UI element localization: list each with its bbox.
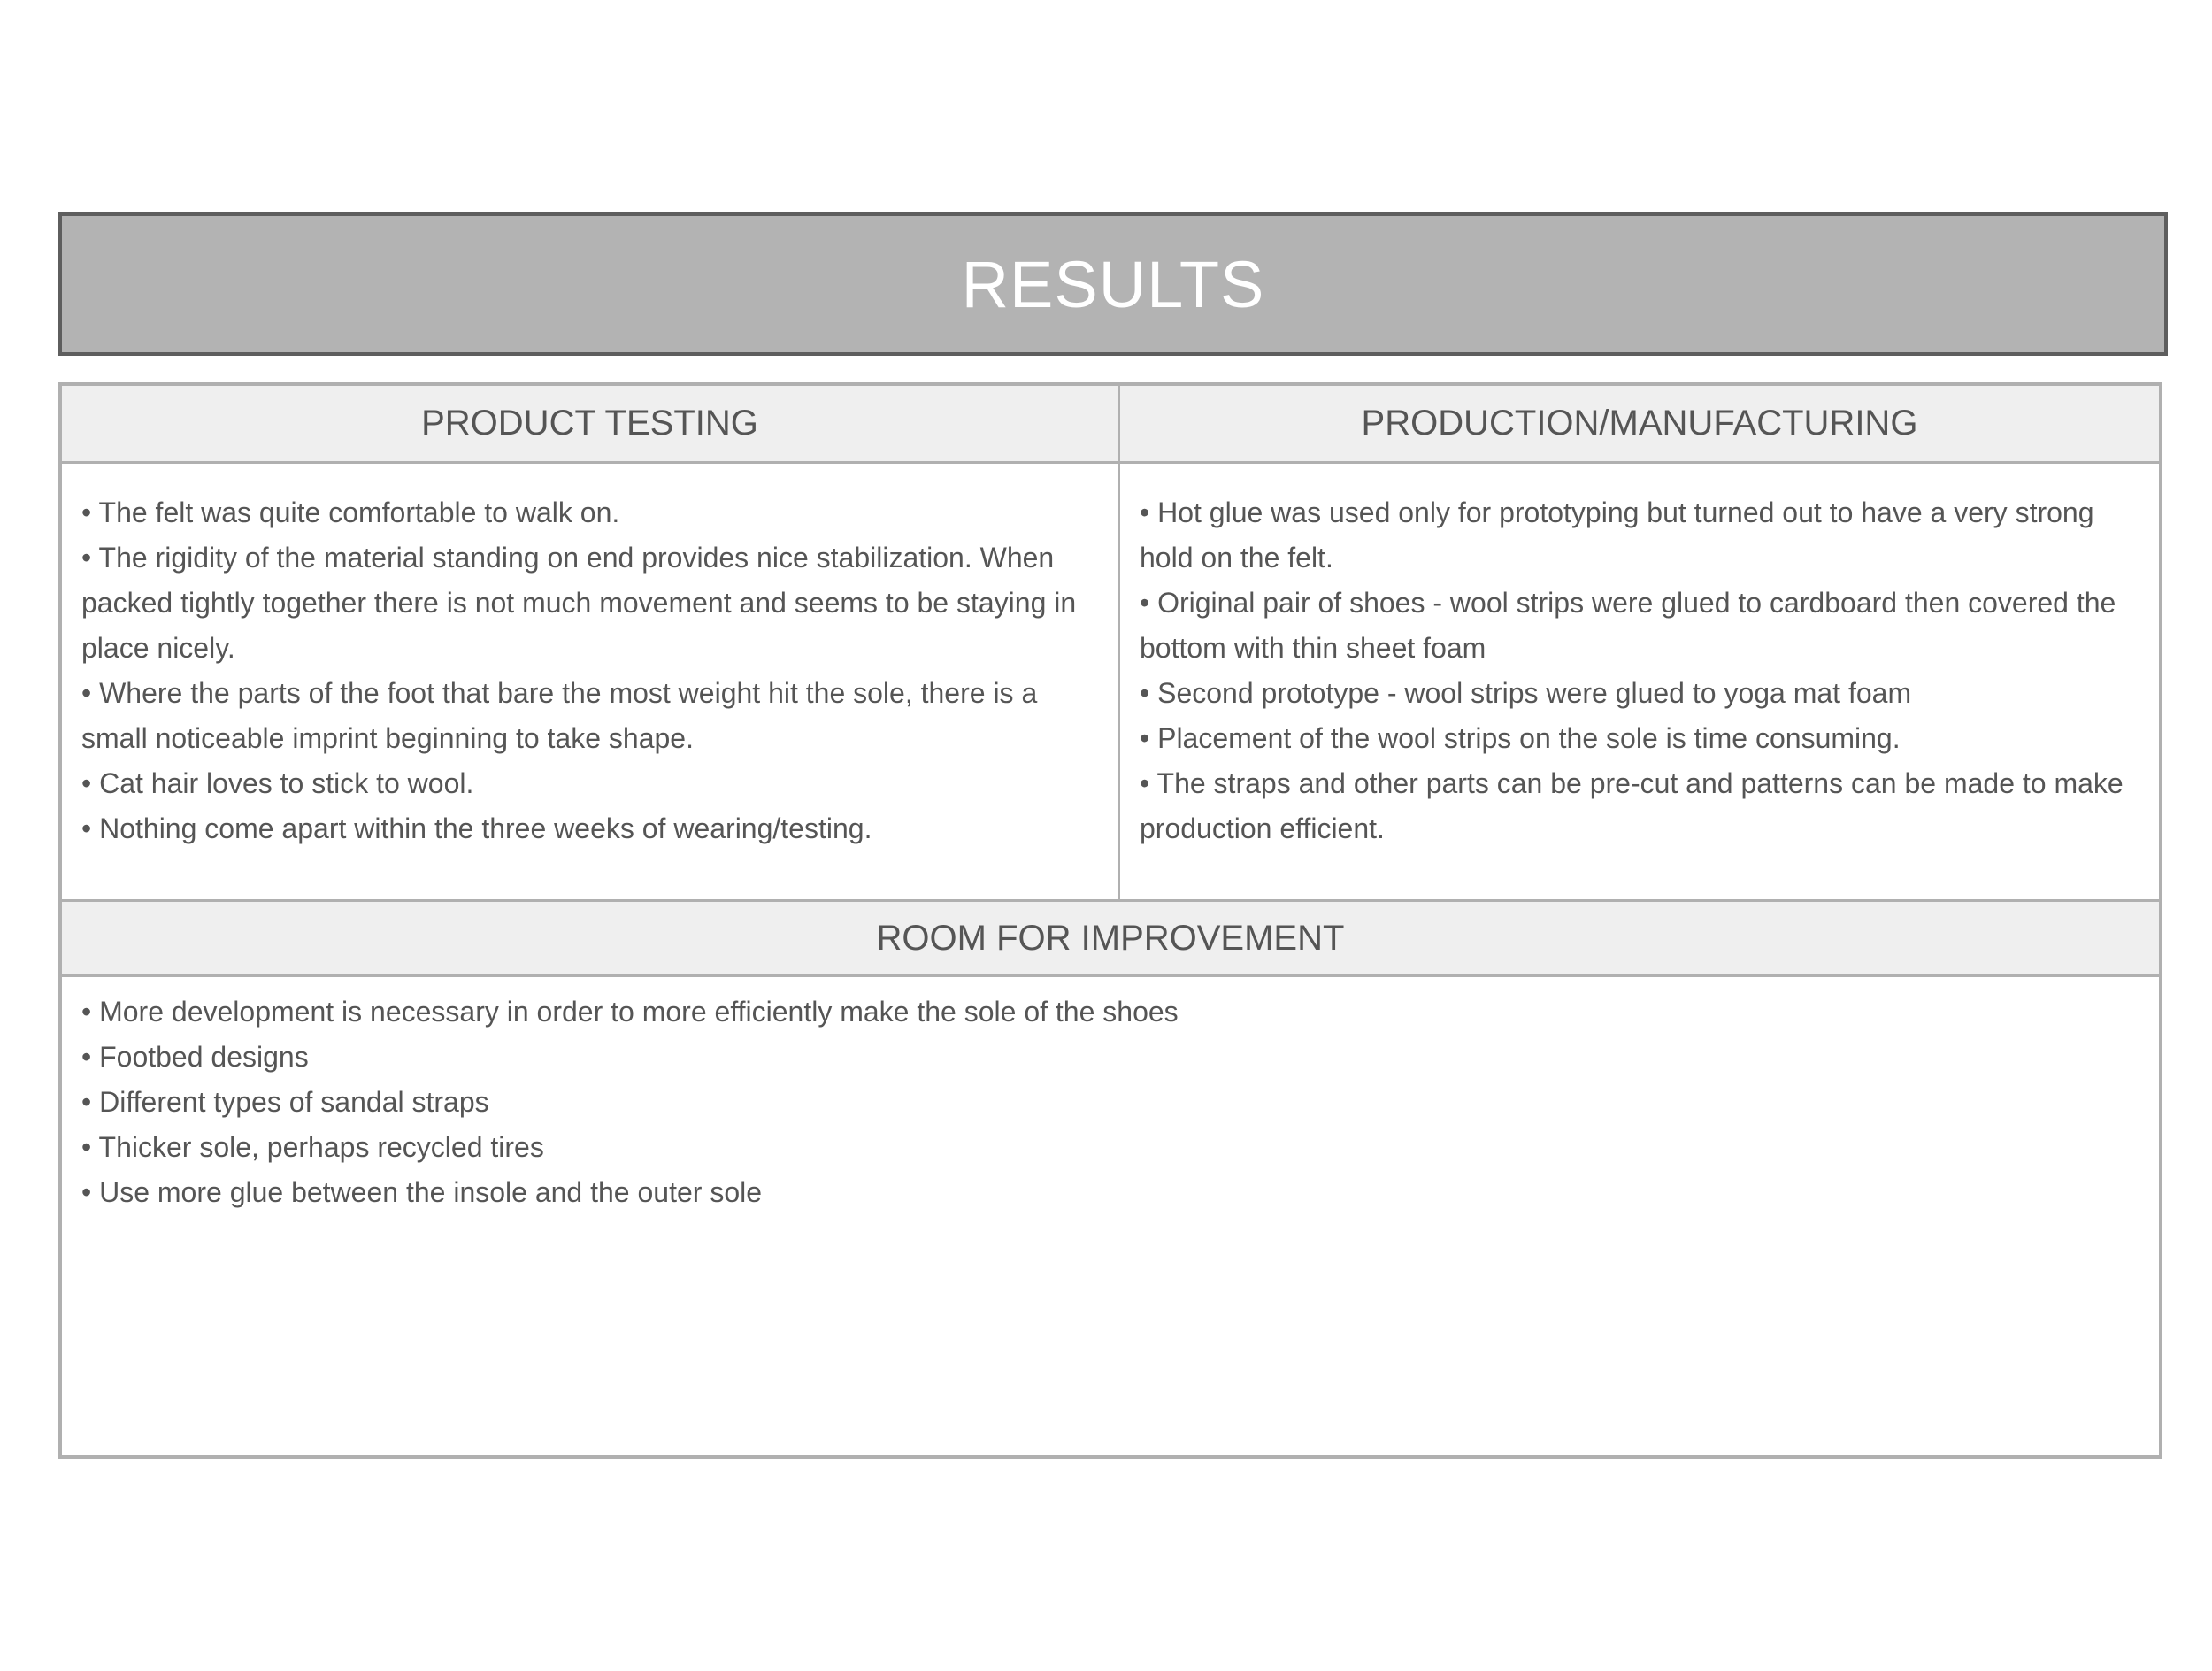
improvement-list bbox=[62, 977, 2159, 1455]
list-item: • The rigidity of the material standing on end provides nice stabilization. When packed tightly together there is not much movement and seems to be staying in place nicely. bbox=[81, 542, 1077, 664]
list-item: • Hot glue was used only for prototyping but turned out to have a very strong hold on the felt. bbox=[1140, 497, 2094, 574]
list-item: • Thicker sole, perhaps recycled tires bbox=[81, 1131, 544, 1163]
list-item: • Original pair of shoes - wool strips were glued to cardboard then covered the bottom with thin sheet foam bbox=[1140, 587, 2116, 664]
list-item: • Use more glue between the insole and the outer sole bbox=[81, 1176, 763, 1208]
production-list bbox=[1120, 464, 2159, 899]
production-heading: PRODUCTION/MANUFACTURING bbox=[1120, 386, 2159, 464]
list-item: • More development is necessary in order to more efficiently make the sole of the shoes bbox=[81, 996, 1179, 1028]
list-item: • Footbed designs bbox=[81, 1041, 309, 1073]
product-testing-heading: PRODUCT TESTING bbox=[62, 386, 1120, 464]
results-title-bar bbox=[58, 212, 2168, 356]
list-item: • The felt was quite comfortable to walk on. bbox=[81, 497, 620, 528]
results-table bbox=[58, 382, 2162, 1459]
list-item: • The straps and other parts can be pre-cut and patterns can be made to make production efficient. bbox=[1140, 767, 2124, 844]
list-item: • Nothing come apart within the three weeks of wearing/testing. bbox=[81, 812, 872, 844]
improvement-heading: ROOM FOR IMPROVEMENT bbox=[62, 899, 2159, 977]
list-item: • Where the parts of the foot that bare the most weight hit the sole, there is a small noticeable imprint beginning to take shape. bbox=[81, 677, 1038, 754]
list-item: • Cat hair loves to stick to wool. bbox=[81, 767, 474, 799]
list-item: • Placement of the wool strips on the sole is time consuming. bbox=[1140, 722, 1901, 754]
list-item: • Second prototype - wool strips were glued to yoga mat foam bbox=[1140, 677, 1912, 709]
page-title: RESULTS bbox=[961, 247, 1265, 321]
product-testing-list bbox=[62, 464, 1120, 899]
list-item: • Different types of sandal straps bbox=[81, 1086, 489, 1118]
